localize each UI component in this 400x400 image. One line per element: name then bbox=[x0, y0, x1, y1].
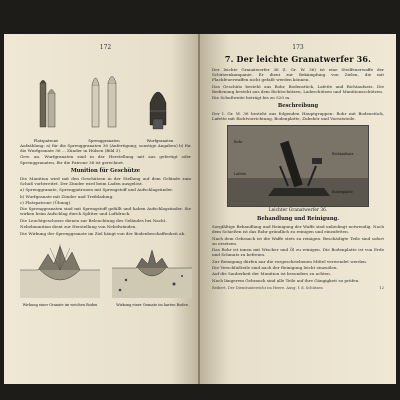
photo-label: Richtaufsatz bbox=[332, 152, 354, 157]
page-footer bbox=[212, 286, 384, 290]
photo-label: Bodenplatte bbox=[332, 190, 353, 195]
paragraph: Das Geschütz besteht aus Rohr, Bodenstück, Lafette und Richtaufsatz. Die Bedienung besteht aus dem Richtschützen, Ladeschützen und Munitionsschützen. bbox=[212, 83, 384, 94]
section-heading: Behandlung und Reinigung. bbox=[256, 216, 340, 223]
high-explosive-shell-illustration bbox=[86, 71, 126, 131]
paragraph: Nebelmunition dient zur Herstellung von Nebelwänden. bbox=[20, 224, 137, 230]
figure-caption: Sprenggranaten bbox=[88, 137, 120, 143]
figure-caption: Wurfgranaten bbox=[146, 137, 174, 143]
open-book bbox=[4, 34, 396, 384]
crater-figure-soft bbox=[20, 240, 100, 307]
mortar-photo bbox=[227, 125, 369, 207]
crater-figures bbox=[20, 240, 191, 312]
paragraph: Nach dem Gebrauch ist die Waffe stets zu reinigen. Beschädigte Teile sind sofort zu ersetzen. bbox=[212, 235, 384, 246]
right-page bbox=[200, 34, 396, 384]
crater-caption: Wirkung einer Granate im harten Boden bbox=[116, 302, 188, 307]
paragraph: Die Sprenggranaten sind mit Sprengstoff gefüllt und haben Aufschlagzünder. Sie wirken beim Aufschlag durch Splitter und Luftdruck. bbox=[20, 206, 191, 217]
page-number-left: 172 bbox=[99, 44, 112, 51]
photo-label: Lafette bbox=[234, 172, 247, 177]
paragraph: b) Wurfgranate mit Zünder und Treibladung. bbox=[20, 193, 114, 199]
paragraph: Auf die Sauberkeit der Munition ist besonders zu achten. bbox=[212, 271, 332, 277]
paragraph: Die Leuchtgeschosse dienen zur Beleuchtung des Geländes bei Nacht. bbox=[20, 217, 167, 223]
paragraph: Aufzählung: a) für die Sprenggranaten 36 (Anfertigung; sonstige Angaben) b) für die Wurfgranate 36 ... Zünder in Hülsen (Bild 3). bbox=[20, 143, 191, 154]
crater-figure-hard bbox=[112, 240, 192, 307]
chapter-title: 7. Der leichte Granatwerfer 36. bbox=[224, 54, 372, 64]
paragraph: c) Platzpatrone (Übung). bbox=[20, 199, 72, 205]
ammunition-figures bbox=[24, 69, 187, 143]
mortar-illustration bbox=[228, 126, 368, 206]
page-number-right: 173 bbox=[292, 44, 304, 51]
mortar-round-illustration bbox=[142, 81, 178, 131]
paragraph: Gew. an. Wurfgranaten sind in der Herstellung mit aus gefertigt oder Sprenggranaten, für die Patrone 36 ist gerechnet. bbox=[20, 154, 191, 165]
paragraph: Die Munition wird mit den Geschützen in der Stellung auf dem Gelände zum Schuß vorbereitet. Der Zünder wird beim Laden ausgelöst. bbox=[20, 175, 191, 186]
crater-hard-ground-illustration bbox=[112, 240, 192, 298]
paragraph: a) Sprenggranate, Sprengpatronen mit Sprengstoff und Aufschlagzünder. bbox=[20, 187, 173, 193]
paragraph: Das Rohr ist innen mit Wischer und Öl zu reinigen. Die Bodenplatte ist von Erde und Schmutz zu befreien. bbox=[212, 247, 384, 258]
paragraph: Der leichte Granatwerfer 36 (l. Gr. W. 36) ist eine Steilfeuerwaffe der Schützenkompanie. Er dient zur Bekämpfung von Zielen, die mit Flachfeuerwaffen nicht gefaßt werden können. bbox=[212, 67, 384, 83]
paragraph: Die Schußweite beträgt bis zu 520 m. bbox=[212, 95, 291, 101]
crater-caption: Wirkung einer Granate im weichen Boden bbox=[22, 302, 98, 307]
paragraph: Sorgfältige Behandlung und Reinigung der Waffe sind unbedingt notwendig. Nach dem Schießen ist das Rohr gründlich zu reinigen und einzufetten. bbox=[212, 224, 384, 235]
paragraph: Nach längerem Gebrauch sind alle Teile auf ihre Gängigkeit zu prüfen. bbox=[212, 277, 360, 283]
section-heading: Beschreibung bbox=[277, 103, 319, 110]
paragraph: Zur Reinigung dürfen nur die vorgeschriebenen Mittel verwendet werden. bbox=[212, 258, 368, 264]
paragraph: Die Wirkung der Sprenggranate im Ziel hängt von der Bodenbeschaffenheit ab. bbox=[20, 230, 186, 236]
section-heading: Munition für Geschütze bbox=[70, 167, 141, 174]
paragraph: Die Verschlußteile sind nach der Reinigung leicht einzuölen. bbox=[212, 265, 338, 271]
photo-caption: Leichter Granatwerfer 36. bbox=[268, 208, 328, 214]
footer-source: Reibert, Der Dienstunterricht im Heere. Ausg. f. d. Schützen bbox=[212, 285, 323, 290]
footer-signature: 12 bbox=[379, 285, 384, 290]
photo-label: Rohr bbox=[234, 140, 243, 145]
blank-cartridge-illustration bbox=[30, 75, 64, 131]
left-page bbox=[4, 34, 200, 384]
figure-caption: Platzpatrone bbox=[33, 137, 59, 143]
paragraph: Der l. Gr. W. 36 besteht aus folgenden Hauptgruppen: Rohr mit Bodenstück, Lafette mit Richtvorrichtung, Bodenplatte, Zubehör und Vorratsteile. bbox=[212, 111, 384, 122]
crater-soft-ground-illustration bbox=[20, 240, 100, 298]
